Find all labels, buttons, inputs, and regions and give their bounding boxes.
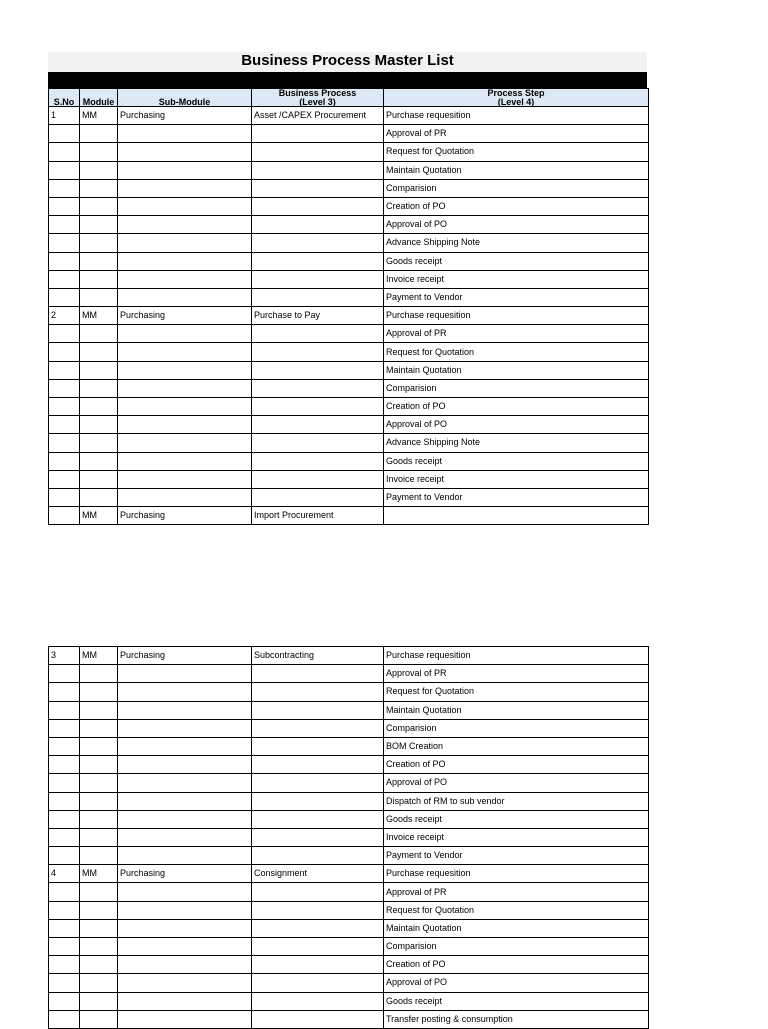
cell-sno — [49, 956, 80, 974]
table-row — [49, 361, 649, 379]
cell-process-step: BOM Creation — [384, 737, 649, 755]
cell-submodule — [118, 992, 252, 1010]
cell-process-step: Payment to Vendor — [384, 488, 649, 506]
cell-submodule — [118, 416, 252, 434]
table-row — [49, 847, 649, 865]
cell-module — [80, 756, 118, 774]
cell-business-process — [252, 361, 384, 379]
table-row — [49, 398, 649, 416]
cell-submodule — [118, 792, 252, 810]
cell-process-step: Approval of PO — [384, 216, 649, 234]
cell-submodule: Purchasing — [118, 307, 252, 325]
cell-process-step: Creation of PO — [384, 398, 649, 416]
cell-sno — [49, 974, 80, 992]
cell-module: MM — [80, 865, 118, 883]
table-row — [49, 216, 649, 234]
table-row — [49, 865, 649, 883]
cell-process-step: Request for Quotation — [384, 143, 649, 161]
cell-process-step: Request for Quotation — [384, 683, 649, 701]
cell-submodule — [118, 938, 252, 956]
cell-sno — [49, 361, 80, 379]
cell-module — [80, 956, 118, 974]
cell-process-step: Advance Shipping Note — [384, 234, 649, 252]
cell-submodule — [118, 216, 252, 234]
table-row — [49, 507, 649, 525]
cell-process-step: Purchase requesition — [384, 307, 649, 325]
cell-module — [80, 452, 118, 470]
table-row — [49, 288, 649, 306]
cell-sno — [49, 125, 80, 143]
cell-module — [80, 234, 118, 252]
table-row — [49, 737, 649, 755]
cell-sno — [49, 810, 80, 828]
table-row — [49, 416, 649, 434]
cell-sno — [49, 1010, 80, 1028]
cell-process-step: Maintain Quotation — [384, 361, 649, 379]
col-header-sno: S.No — [49, 89, 80, 107]
cell-module — [80, 737, 118, 755]
process-table-2 — [48, 646, 649, 1029]
cell-submodule — [118, 847, 252, 865]
table-row — [49, 307, 649, 325]
process-table-1 — [48, 88, 649, 525]
cell-submodule — [118, 325, 252, 343]
cell-business-process: Subcontracting — [252, 647, 384, 665]
cell-module — [80, 197, 118, 215]
table-row — [49, 683, 649, 701]
cell-submodule — [118, 270, 252, 288]
cell-module — [80, 252, 118, 270]
cell-module — [80, 1010, 118, 1028]
cell-business-process — [252, 161, 384, 179]
cell-business-process — [252, 416, 384, 434]
cell-process-step: Purchase requesition — [384, 865, 649, 883]
cell-process-step: Creation of PO — [384, 756, 649, 774]
cell-sno — [49, 992, 80, 1010]
table-row — [49, 665, 649, 683]
col-header-module: Module — [80, 89, 118, 107]
table-row — [49, 828, 649, 846]
cell-module — [80, 828, 118, 846]
cell-sno — [49, 938, 80, 956]
cell-submodule: Purchasing — [118, 647, 252, 665]
table-row — [49, 197, 649, 215]
cell-process-step: Goods receipt — [384, 992, 649, 1010]
cell-sno: 4 — [49, 865, 80, 883]
table-row — [49, 956, 649, 974]
cell-business-process — [252, 883, 384, 901]
cell-module — [80, 683, 118, 701]
cell-sno: 2 — [49, 307, 80, 325]
cell-submodule — [118, 974, 252, 992]
cell-submodule — [118, 234, 252, 252]
cell-business-process — [252, 792, 384, 810]
table-row — [49, 974, 649, 992]
cell-process-step: Purchase requesition — [384, 107, 649, 125]
cell-process-step: Request for Quotation — [384, 343, 649, 361]
table-row — [49, 647, 649, 665]
table-row — [49, 161, 649, 179]
cell-business-process — [252, 288, 384, 306]
cell-submodule — [118, 161, 252, 179]
cell-submodule — [118, 828, 252, 846]
table-row — [49, 343, 649, 361]
cell-business-process — [252, 143, 384, 161]
cell-business-process: Consignment — [252, 865, 384, 883]
table-row — [49, 792, 649, 810]
cell-process-step: Goods receipt — [384, 252, 649, 270]
cell-business-process — [252, 343, 384, 361]
cell-process-step: Dispatch of RM to sub vendor — [384, 792, 649, 810]
cell-module — [80, 847, 118, 865]
cell-business-process — [252, 719, 384, 737]
cell-module — [80, 719, 118, 737]
cell-sno — [49, 901, 80, 919]
cell-sno — [49, 143, 80, 161]
cell-module — [80, 665, 118, 683]
cell-business-process — [252, 125, 384, 143]
cell-sno — [49, 883, 80, 901]
cell-business-process: Asset /CAPEX Procurement — [252, 107, 384, 125]
cell-submodule — [118, 810, 252, 828]
cell-submodule — [118, 774, 252, 792]
cell-process-step: Transfer posting & consumption — [384, 1010, 649, 1028]
table-row — [49, 901, 649, 919]
cell-process-step: Goods receipt — [384, 810, 649, 828]
ps-header-line2: (Level 4) — [497, 96, 535, 107]
cell-business-process — [252, 398, 384, 416]
table-row — [49, 434, 649, 452]
cell-process-step: Approval of PR — [384, 125, 649, 143]
cell-module: MM — [80, 307, 118, 325]
table-row — [49, 179, 649, 197]
cell-business-process: Import Procurement — [252, 507, 384, 525]
cell-sno — [49, 197, 80, 215]
cell-sno — [49, 470, 80, 488]
cell-module — [80, 325, 118, 343]
table-row — [49, 270, 649, 288]
cell-sno — [49, 416, 80, 434]
cell-module — [80, 288, 118, 306]
cell-business-process — [252, 974, 384, 992]
header-band — [48, 72, 647, 89]
cell-submodule: Purchasing — [118, 107, 252, 125]
cell-process-step: Approval of PR — [384, 883, 649, 901]
cell-business-process — [252, 701, 384, 719]
cell-module — [80, 416, 118, 434]
col-header-business-process — [252, 89, 384, 107]
cell-process-step: Approval of PO — [384, 416, 649, 434]
cell-sno — [49, 665, 80, 683]
cell-process-step: Approval of PO — [384, 974, 649, 992]
cell-business-process: Purchase to Pay — [252, 307, 384, 325]
cell-submodule — [118, 683, 252, 701]
cell-submodule — [118, 470, 252, 488]
cell-business-process — [252, 774, 384, 792]
table-row — [49, 107, 649, 125]
cell-business-process — [252, 197, 384, 215]
table-row — [49, 470, 649, 488]
cell-business-process — [252, 488, 384, 506]
cell-process-step: Invoice receipt — [384, 470, 649, 488]
cell-sno — [49, 270, 80, 288]
cell-process-step: Maintain Quotation — [384, 701, 649, 719]
cell-sno: 1 — [49, 107, 80, 125]
cell-submodule — [118, 1010, 252, 1028]
cell-module — [80, 901, 118, 919]
cell-sno — [49, 398, 80, 416]
table-row — [49, 125, 649, 143]
cell-process-step: Purchase requesition — [384, 647, 649, 665]
cell-submodule — [118, 452, 252, 470]
cell-module — [80, 179, 118, 197]
table-row — [49, 774, 649, 792]
cell-business-process — [252, 434, 384, 452]
table-row — [49, 325, 649, 343]
cell-sno — [49, 179, 80, 197]
cell-module — [80, 810, 118, 828]
bp-header-line1: Business Process — [278, 88, 357, 98]
cell-business-process — [252, 665, 384, 683]
cell-submodule — [118, 252, 252, 270]
header-row — [49, 89, 649, 107]
table-row — [49, 379, 649, 397]
table-row — [49, 919, 649, 937]
cell-sno — [49, 161, 80, 179]
cell-sno — [49, 288, 80, 306]
cell-sno — [49, 683, 80, 701]
cell-business-process — [252, 938, 384, 956]
cell-submodule — [118, 343, 252, 361]
cell-module — [80, 161, 118, 179]
cell-sno — [49, 828, 80, 846]
cell-process-step: Payment to Vendor — [384, 288, 649, 306]
cell-sno — [49, 919, 80, 937]
cell-module — [80, 470, 118, 488]
cell-sno: 3 — [49, 647, 80, 665]
cell-process-step: Comparision — [384, 179, 649, 197]
cell-module — [80, 938, 118, 956]
cell-business-process — [252, 847, 384, 865]
cell-submodule — [118, 665, 252, 683]
table-row — [49, 143, 649, 161]
cell-submodule — [118, 434, 252, 452]
cell-sno — [49, 507, 80, 525]
cell-submodule — [118, 179, 252, 197]
cell-business-process — [252, 683, 384, 701]
cell-submodule — [118, 901, 252, 919]
table-row — [49, 1010, 649, 1028]
table-row — [49, 488, 649, 506]
cell-module: MM — [80, 107, 118, 125]
cell-module — [80, 488, 118, 506]
table-row — [49, 756, 649, 774]
table-row — [49, 938, 649, 956]
cell-sno — [49, 434, 80, 452]
cell-process-step: Invoice receipt — [384, 270, 649, 288]
cell-sno — [49, 343, 80, 361]
table-row — [49, 810, 649, 828]
cell-sno — [49, 719, 80, 737]
cell-module — [80, 919, 118, 937]
cell-business-process — [252, 470, 384, 488]
cell-business-process — [252, 756, 384, 774]
cell-sno — [49, 792, 80, 810]
cell-module — [80, 125, 118, 143]
cell-process-step: Request for Quotation — [384, 901, 649, 919]
cell-sno — [49, 216, 80, 234]
cell-submodule — [118, 956, 252, 974]
cell-submodule — [118, 361, 252, 379]
cell-business-process — [252, 992, 384, 1010]
cell-business-process — [252, 1010, 384, 1028]
cell-process-step: Approval of PR — [384, 665, 649, 683]
cell-submodule: Purchasing — [118, 507, 252, 525]
cell-submodule — [118, 379, 252, 397]
cell-sno — [49, 452, 80, 470]
cell-submodule — [118, 737, 252, 755]
cell-sno — [49, 379, 80, 397]
cell-module: MM — [80, 647, 118, 665]
cell-business-process — [252, 379, 384, 397]
cell-process-step: Goods receipt — [384, 452, 649, 470]
cell-business-process — [252, 252, 384, 270]
cell-submodule — [118, 125, 252, 143]
cell-process-step: Creation of PO — [384, 956, 649, 974]
cell-module — [80, 343, 118, 361]
cell-business-process — [252, 828, 384, 846]
cell-submodule — [118, 398, 252, 416]
cell-process-step: Maintain Quotation — [384, 161, 649, 179]
cell-module — [80, 216, 118, 234]
cell-business-process — [252, 901, 384, 919]
cell-module — [80, 883, 118, 901]
cell-sno — [49, 847, 80, 865]
cell-module — [80, 270, 118, 288]
cell-submodule — [118, 919, 252, 937]
cell-module — [80, 143, 118, 161]
table-row — [49, 452, 649, 470]
cell-sno — [49, 701, 80, 719]
cell-sno — [49, 252, 80, 270]
cell-process-step: Creation of PO — [384, 197, 649, 215]
cell-module — [80, 774, 118, 792]
cell-process-step: Invoice receipt — [384, 828, 649, 846]
cell-submodule — [118, 288, 252, 306]
cell-business-process — [252, 810, 384, 828]
cell-submodule — [118, 197, 252, 215]
cell-module — [80, 992, 118, 1010]
cell-process-step: Comparision — [384, 719, 649, 737]
cell-business-process — [252, 179, 384, 197]
cell-sno — [49, 756, 80, 774]
bp-header-line2: (Level 3) — [299, 96, 336, 107]
cell-process-step: Maintain Quotation — [384, 919, 649, 937]
cell-process-step: Comparision — [384, 379, 649, 397]
cell-module — [80, 434, 118, 452]
col-header-submodule: Sub-Module — [118, 89, 252, 107]
cell-process-step — [384, 507, 649, 525]
cell-sno — [49, 488, 80, 506]
cell-business-process — [252, 919, 384, 937]
ps-header-line1: Process Step — [487, 88, 545, 98]
cell-submodule — [118, 883, 252, 901]
cell-submodule — [118, 488, 252, 506]
cell-process-step: Advance Shipping Note — [384, 434, 649, 452]
table-row — [49, 701, 649, 719]
col-header-process-step — [384, 89, 649, 107]
cell-business-process — [252, 234, 384, 252]
cell-business-process — [252, 325, 384, 343]
cell-process-step: Payment to Vendor — [384, 847, 649, 865]
cell-module — [80, 974, 118, 992]
cell-business-process — [252, 452, 384, 470]
table-row — [49, 234, 649, 252]
cell-submodule — [118, 143, 252, 161]
cell-business-process — [252, 216, 384, 234]
cell-submodule — [118, 701, 252, 719]
cell-module — [80, 792, 118, 810]
cell-process-step: Approval of PR — [384, 325, 649, 343]
sheet-title: Business Process Master List — [48, 52, 647, 72]
cell-submodule: Purchasing — [118, 865, 252, 883]
cell-sno — [49, 774, 80, 792]
cell-sno — [49, 325, 80, 343]
cell-module — [80, 701, 118, 719]
cell-process-step: Approval of PO — [384, 774, 649, 792]
cell-module: MM — [80, 507, 118, 525]
cell-sno — [49, 737, 80, 755]
cell-module — [80, 398, 118, 416]
cell-business-process — [252, 270, 384, 288]
cell-business-process — [252, 737, 384, 755]
table-row — [49, 252, 649, 270]
cell-submodule — [118, 756, 252, 774]
table-row — [49, 992, 649, 1010]
cell-module — [80, 379, 118, 397]
cell-business-process — [252, 956, 384, 974]
table-row — [49, 883, 649, 901]
cell-submodule — [118, 719, 252, 737]
cell-module — [80, 361, 118, 379]
cell-process-step: Comparision — [384, 938, 649, 956]
cell-sno — [49, 234, 80, 252]
table-row — [49, 719, 649, 737]
